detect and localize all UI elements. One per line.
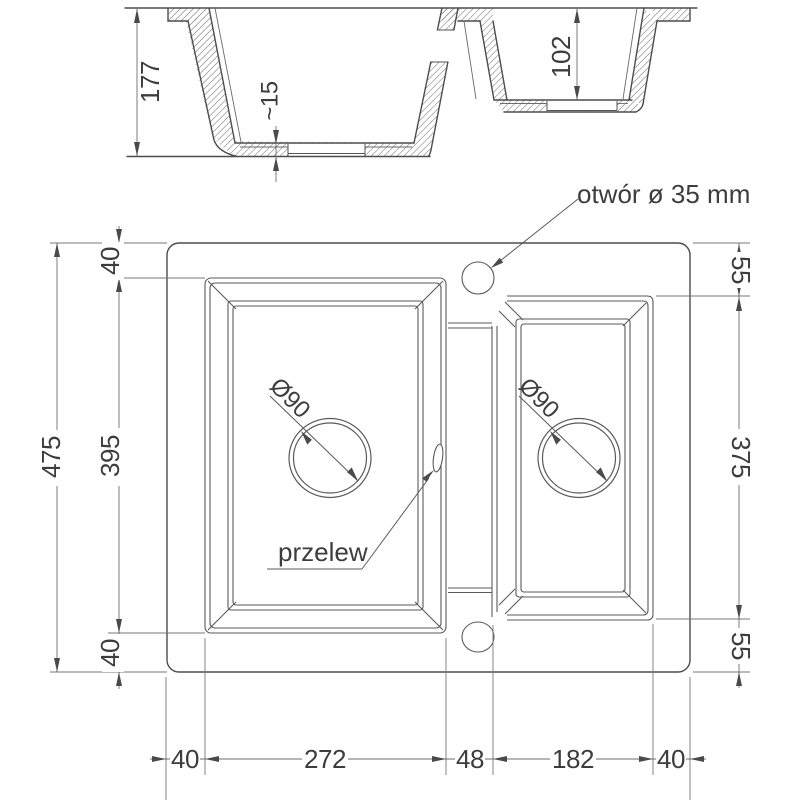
right-bowl [492, 296, 653, 620]
dim-overall-height: 475 [35, 436, 66, 478]
dim-right-margin: 40 [657, 744, 685, 774]
dim-total-depth-text: 177 [134, 61, 165, 103]
dim-right-bowl-height: 375 [726, 436, 757, 478]
dim-top-margin: 40 [94, 247, 125, 275]
dim-total-depth [134, 9, 165, 156]
dim-bottom-thickness [256, 81, 283, 182]
overflow-label: przelew [278, 537, 368, 567]
faucet-hole-callout [491, 179, 750, 268]
dim-left-drain [264, 373, 358, 481]
faucet-hole-label: otwór ø 35 mm [577, 179, 751, 209]
left-drain [289, 419, 371, 498]
dim-right-drain [513, 373, 607, 481]
dim-left-bowl-height: 395 [94, 435, 125, 477]
dims-bottom [150, 624, 706, 800]
dims-right [656, 243, 756, 688]
sink-outer-edge [167, 243, 690, 672]
dim-left-margin: 40 [171, 744, 199, 774]
mounting-hole-bottom [462, 622, 494, 652]
dim-bottom-margin: 40 [94, 639, 125, 667]
dim-bottom-thickness-text: ~15 [256, 81, 284, 121]
dims-left [36, 226, 205, 689]
dim-right-drain-text: Ø90 [513, 372, 565, 424]
dim-right-top-margin: 55 [726, 256, 757, 284]
left-bowl [205, 278, 446, 633]
overflow-hole [432, 444, 445, 473]
cross-section-view [125, 8, 697, 182]
overflow-callout [267, 470, 434, 569]
section-hatch [168, 8, 690, 157]
top-view [167, 243, 690, 672]
dim-small-bowl-depth [546, 9, 580, 100]
dim-divider-width: 48 [456, 744, 484, 774]
right-drain [538, 419, 620, 498]
faucet-hole [462, 262, 494, 294]
dim-small-bowl-depth-text: 102 [545, 36, 576, 78]
dim-left-bowl-width: 272 [304, 744, 346, 774]
divider-channel [448, 323, 492, 593]
dim-right-bottom-margin: 55 [726, 632, 757, 660]
dim-right-bowl-width: 182 [552, 744, 594, 774]
dim-left-drain-text: Ø90 [264, 372, 316, 424]
